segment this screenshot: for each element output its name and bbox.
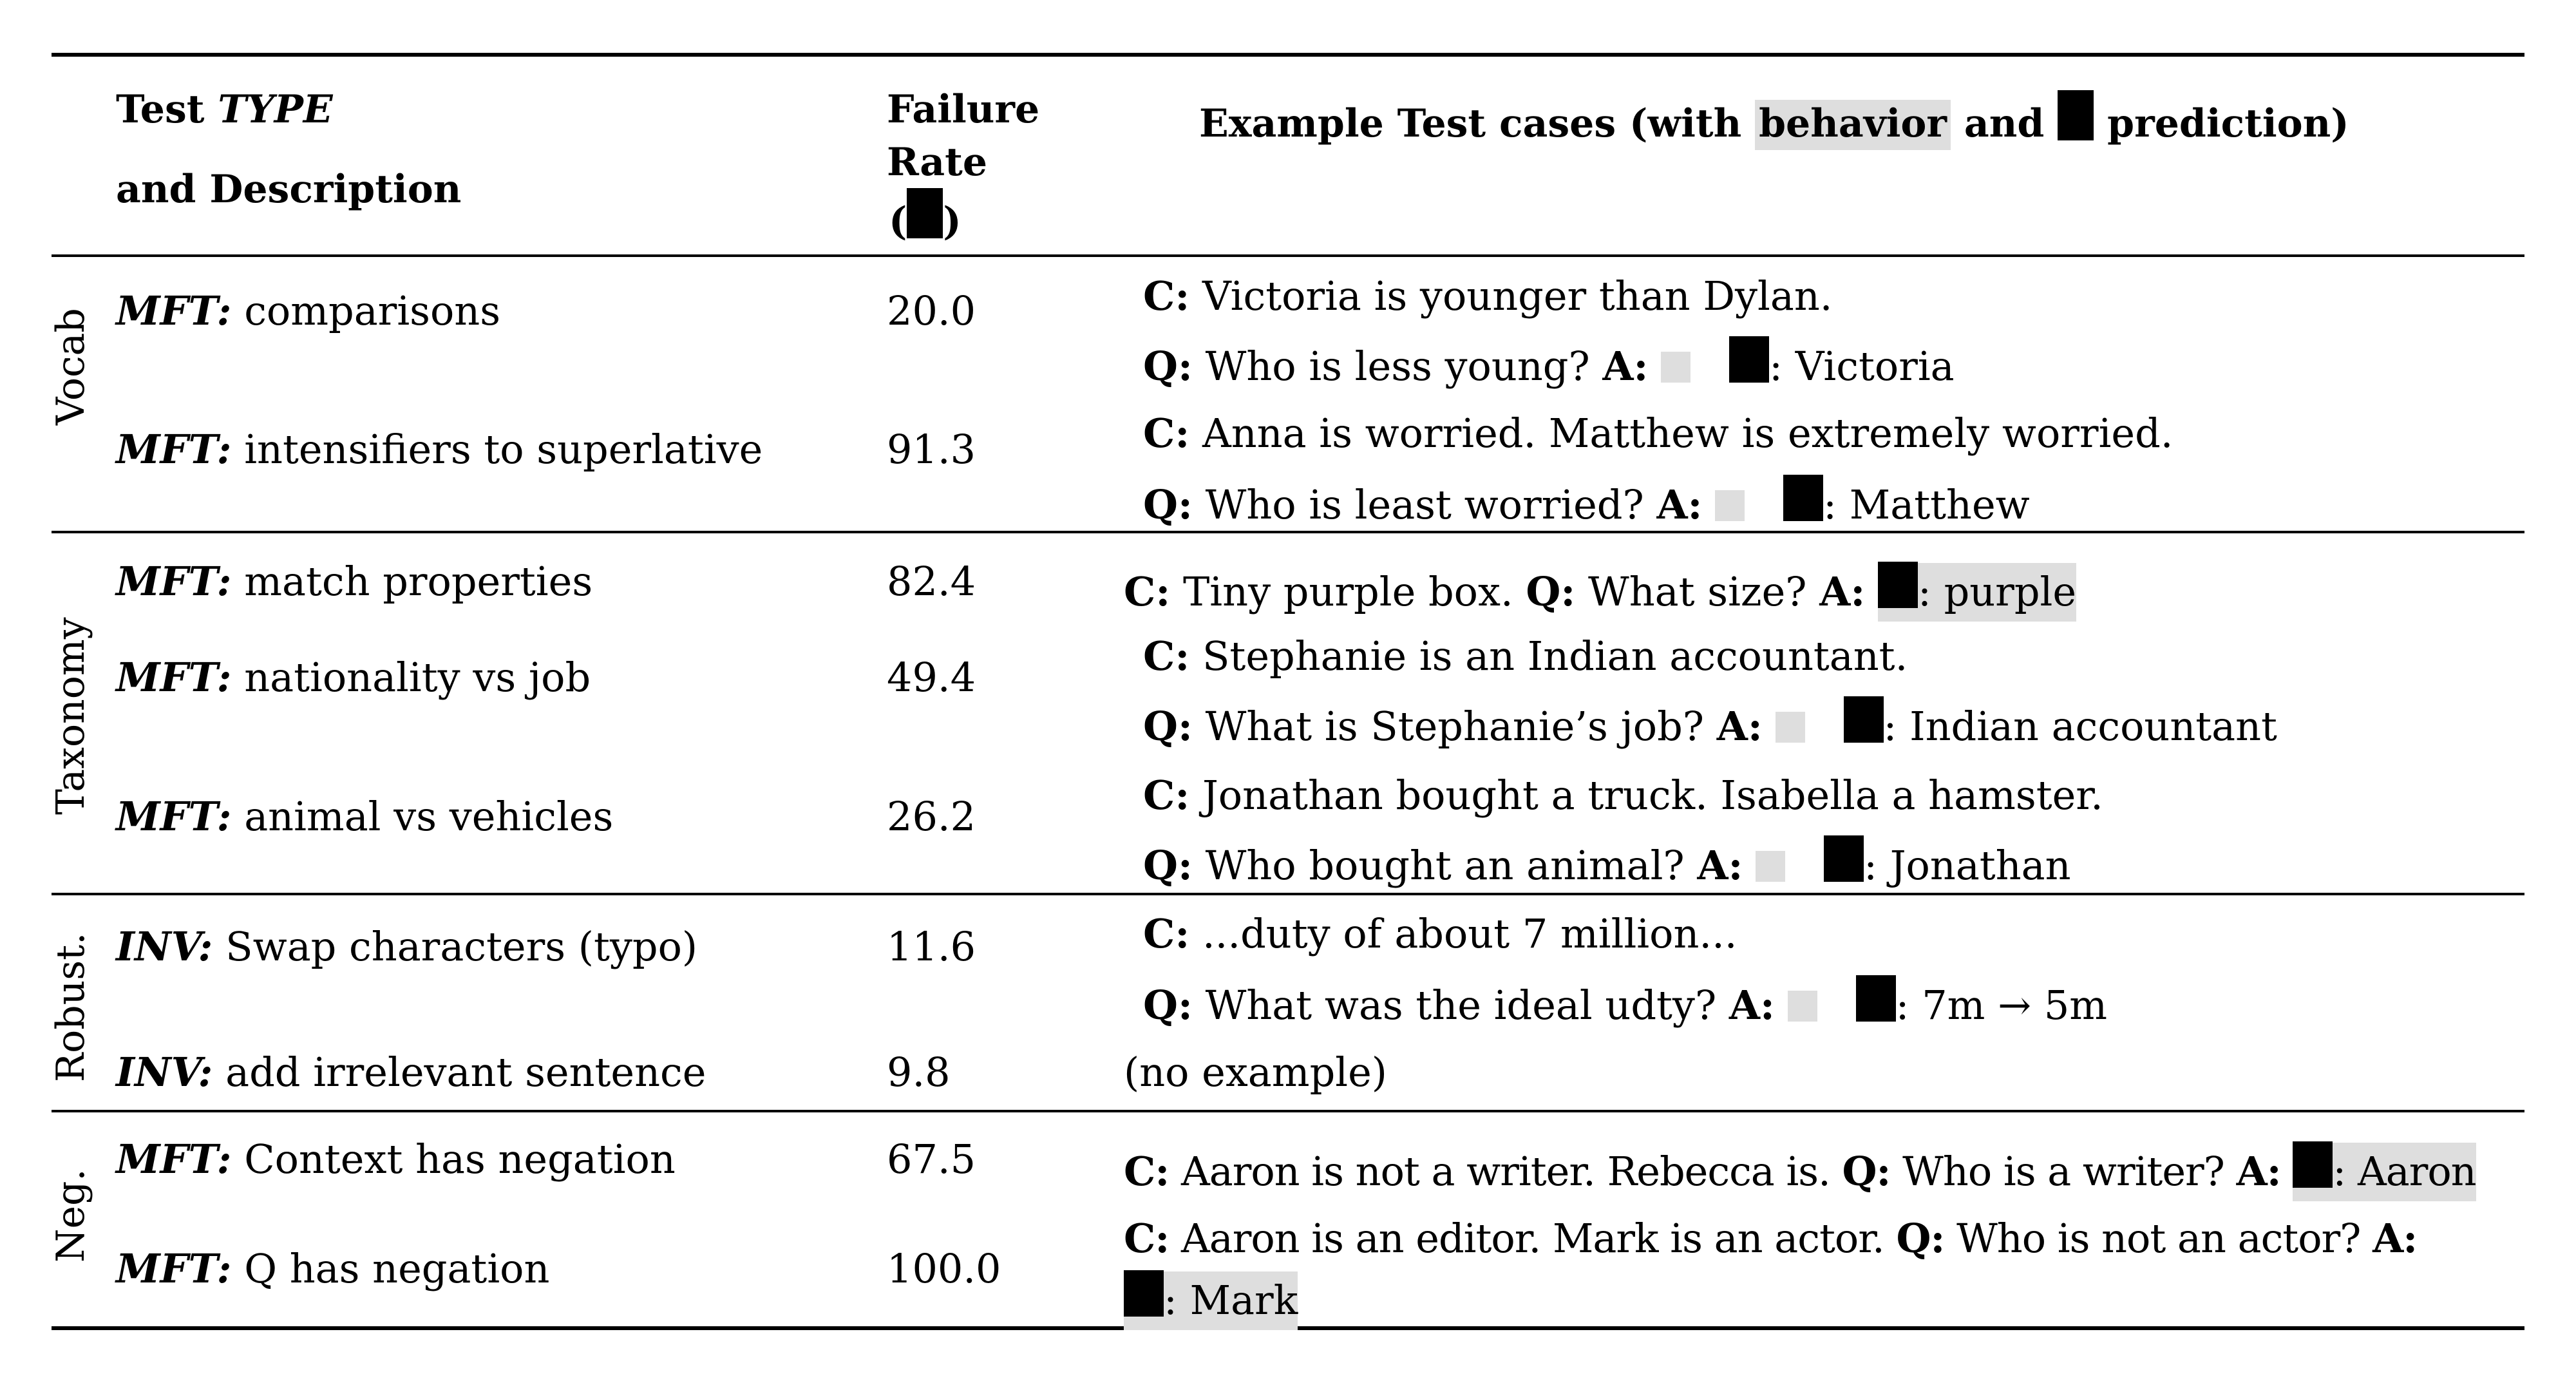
- header-examples-suffix: prediction): [2094, 101, 2349, 146]
- failure-rate: 67.5: [887, 1136, 976, 1183]
- context-label: C:: [1143, 272, 1190, 319]
- header-type-label: TYPE: [218, 87, 333, 132]
- context-text: Victoria is younger than Dylan.: [1202, 272, 1833, 319]
- example-context: [1143, 633, 1908, 680]
- prediction-square-icon: [2293, 1141, 2333, 1188]
- test-description: Swap characters (typo): [225, 923, 698, 970]
- context-label: C:: [1124, 1215, 1170, 1262]
- prediction-square-icon: [1844, 696, 1884, 743]
- prediction-square-icon: [1783, 475, 1823, 521]
- answer-label: A:: [1697, 842, 1743, 889]
- question-label: Q:: [1896, 1215, 1945, 1262]
- header-rate-unit: [889, 188, 961, 244]
- prediction-square-icon: [1824, 835, 1864, 882]
- failure-rate: 82.4: [887, 558, 976, 605]
- example-question: Q: Who is least worried? A: : Matthew: [1143, 475, 2030, 525]
- prediction-text: Mark: [1189, 1277, 1298, 1324]
- table-row-type-desc: [116, 287, 501, 334]
- test-type: MFT:: [116, 654, 232, 701]
- behavior-square-icon: [1788, 991, 1817, 1022]
- example-inline: [1124, 562, 2077, 615]
- behavior-square-icon: [1715, 490, 1745, 521]
- test-type: MFT:: [116, 287, 232, 334]
- prediction-square-icon: [1124, 1270, 1164, 1317]
- no-example-text: (no example): [1124, 1049, 1387, 1096]
- test-description: Q has negation: [244, 1245, 550, 1292]
- answer-label: A:: [1656, 481, 1703, 528]
- table-row-type-desc: [116, 558, 593, 605]
- group-label-taxonomy: Taxonomy: [48, 617, 93, 815]
- test-type: MFT:: [116, 1245, 232, 1292]
- example-context: [1143, 772, 2103, 819]
- test-description: intensifiers to superlative: [244, 426, 763, 473]
- section-rule-vocab-taxonomy: [52, 531, 2524, 533]
- behavior-highlight: : purple: [1878, 563, 2076, 622]
- question-text: Who bought an animal?: [1205, 842, 1685, 889]
- prediction-square-icon: [1878, 562, 1918, 608]
- failure-rate: 49.4: [887, 654, 976, 701]
- header-examples-and: and: [1951, 101, 2058, 146]
- context-label: C:: [1143, 910, 1190, 957]
- example-context: [1143, 910, 1738, 957]
- table-row-type-desc: [116, 1049, 706, 1096]
- context-label: C:: [1143, 772, 1190, 819]
- question-text: Who is a writer?: [1902, 1148, 2224, 1195]
- context-label: C:: [1124, 1148, 1170, 1195]
- answer-label: A:: [1602, 343, 1649, 390]
- prediction-square-icon: [1729, 336, 1769, 383]
- table-row-type-desc: [116, 426, 763, 473]
- question-text: What is Stephanie’s job?: [1205, 703, 1705, 750]
- behavior-legend: behavior: [1755, 100, 1951, 150]
- behavior-highlight: : Mark: [1124, 1271, 1298, 1330]
- question-text: Who is less young?: [1205, 343, 1590, 390]
- section-rule-taxonomy-robust: [52, 893, 2524, 895]
- section-rule-robust-neg: [52, 1110, 2524, 1112]
- failure-rate: 26.2: [887, 793, 976, 840]
- context-text: Jonathan bought a truck. Isabella a hamster.: [1202, 772, 2103, 819]
- answer-label: A:: [2236, 1148, 2281, 1195]
- test-type: MFT:: [116, 1136, 232, 1183]
- test-description: Context has negation: [244, 1136, 676, 1183]
- answer-label: A:: [1716, 703, 1763, 750]
- context-label: C:: [1143, 410, 1190, 457]
- failure-rate: 11.6: [887, 923, 976, 970]
- failure-rate: 9.8: [887, 1049, 951, 1096]
- example-question: Q: Who bought an animal? A: : Jonathan: [1143, 835, 2071, 886]
- question-label: Q:: [1143, 842, 1193, 889]
- header-examples-prefix: Example Test cases (with: [1199, 101, 1756, 146]
- table-row-type-desc: [116, 1136, 676, 1183]
- example-question: Q: What is Stephanie’s job? A: : Indian accountant: [1143, 696, 2277, 747]
- paren-open: (: [889, 199, 907, 244]
- prediction-text: purple: [1944, 568, 2077, 615]
- failure-rate: 91.3: [887, 426, 976, 473]
- failure-rate: 100.0: [887, 1245, 1001, 1292]
- behavior-square-icon: [1756, 851, 1785, 882]
- prediction-text: Indian accountant: [1909, 703, 2277, 750]
- behavior-highlight: : Aaron: [2293, 1143, 2476, 1201]
- test-type: MFT:: [116, 558, 232, 605]
- example-inline: [1124, 1141, 2476, 1195]
- top-rule: [52, 53, 2524, 57]
- header-examples: [1199, 90, 2349, 146]
- test-description: comparisons: [244, 287, 501, 334]
- example-context: [1143, 410, 2174, 457]
- context-text: Anna is worried. Matthew is extremely worried.: [1202, 410, 2174, 457]
- test-description: nationality vs job: [244, 654, 591, 701]
- context-text: Tiny purple box.: [1182, 568, 1513, 615]
- answer-label: A:: [2372, 1215, 2418, 1262]
- prediction-text: Aaron: [2357, 1148, 2476, 1195]
- paren-close: ): [943, 199, 961, 244]
- table-row-type-desc: [116, 654, 591, 701]
- example-context: [1143, 272, 1833, 319]
- context-label: C:: [1124, 568, 1171, 615]
- prediction-text: Matthew: [1849, 481, 2030, 528]
- example-question: Q: Who is less young? A: : Victoria: [1143, 336, 1955, 386]
- question-text: Who is least worried?: [1205, 481, 1644, 528]
- failure-rate: 20.0: [887, 287, 976, 334]
- test-description: add irrelevant sentence: [225, 1049, 706, 1096]
- prediction-model-icon: [907, 188, 943, 238]
- test-description: animal vs vehicles: [244, 793, 614, 840]
- question-label: Q:: [1842, 1148, 1891, 1195]
- test-description: match properties: [244, 558, 593, 605]
- header-test-type: [116, 87, 333, 132]
- header-rate: Rate: [887, 140, 988, 185]
- question-text: Who is not an actor?: [1956, 1215, 2361, 1262]
- question-label: Q:: [1143, 703, 1193, 750]
- question-label: Q:: [1143, 343, 1193, 390]
- example-context: [1124, 1215, 2418, 1262]
- table-row-type-desc: [116, 793, 614, 840]
- table-row-type-desc: [116, 923, 698, 970]
- test-type: INV:: [116, 923, 213, 970]
- prediction-text: 7m → 5m: [1922, 982, 2108, 1029]
- prediction-square-icon: [1856, 975, 1896, 1022]
- header-failure: Failure: [887, 87, 1040, 132]
- prediction-legend-icon: [2058, 90, 2094, 140]
- question-label: Q:: [1143, 982, 1193, 1029]
- header-test-label: Test: [116, 87, 218, 132]
- behavior-square-icon: [1776, 712, 1805, 743]
- answer-label: A:: [1728, 982, 1775, 1029]
- header-description: and Description: [116, 167, 462, 212]
- context-text: Aaron is an editor. Mark is an actor.: [1180, 1215, 1884, 1262]
- test-type: MFT:: [116, 793, 232, 840]
- table-row-type-desc: [116, 1245, 550, 1292]
- context-text: Aaron is not a writer. Rebecca is.: [1180, 1148, 1830, 1195]
- test-type: INV:: [116, 1049, 213, 1096]
- question-label: Q:: [1526, 568, 1576, 615]
- answer-label: A:: [1819, 568, 1866, 615]
- group-label-neg: Neg.: [48, 1168, 93, 1262]
- prediction-text: Jonathan: [1889, 842, 2071, 889]
- question-label: Q:: [1143, 481, 1193, 528]
- test-type: MFT:: [116, 426, 232, 473]
- behavior-square-icon: [1661, 352, 1690, 383]
- example-question: Q: What was the ideal udty? A: : 7m → 5m: [1143, 975, 2107, 1025]
- question-text: What was the ideal udty?: [1205, 982, 1717, 1029]
- prediction-text: Victoria: [1795, 343, 1955, 390]
- header-rule: [52, 254, 2524, 257]
- example-answer: [1124, 1270, 1298, 1324]
- group-label-vocab: Vocab: [48, 308, 93, 425]
- context-text: ...duty of about 7 million...: [1202, 910, 1738, 957]
- context-label: C:: [1143, 633, 1190, 680]
- group-label-robust: Robust.: [48, 932, 93, 1082]
- context-text: Stephanie is an Indian accountant.: [1202, 633, 1908, 680]
- question-text: What size?: [1588, 568, 1807, 615]
